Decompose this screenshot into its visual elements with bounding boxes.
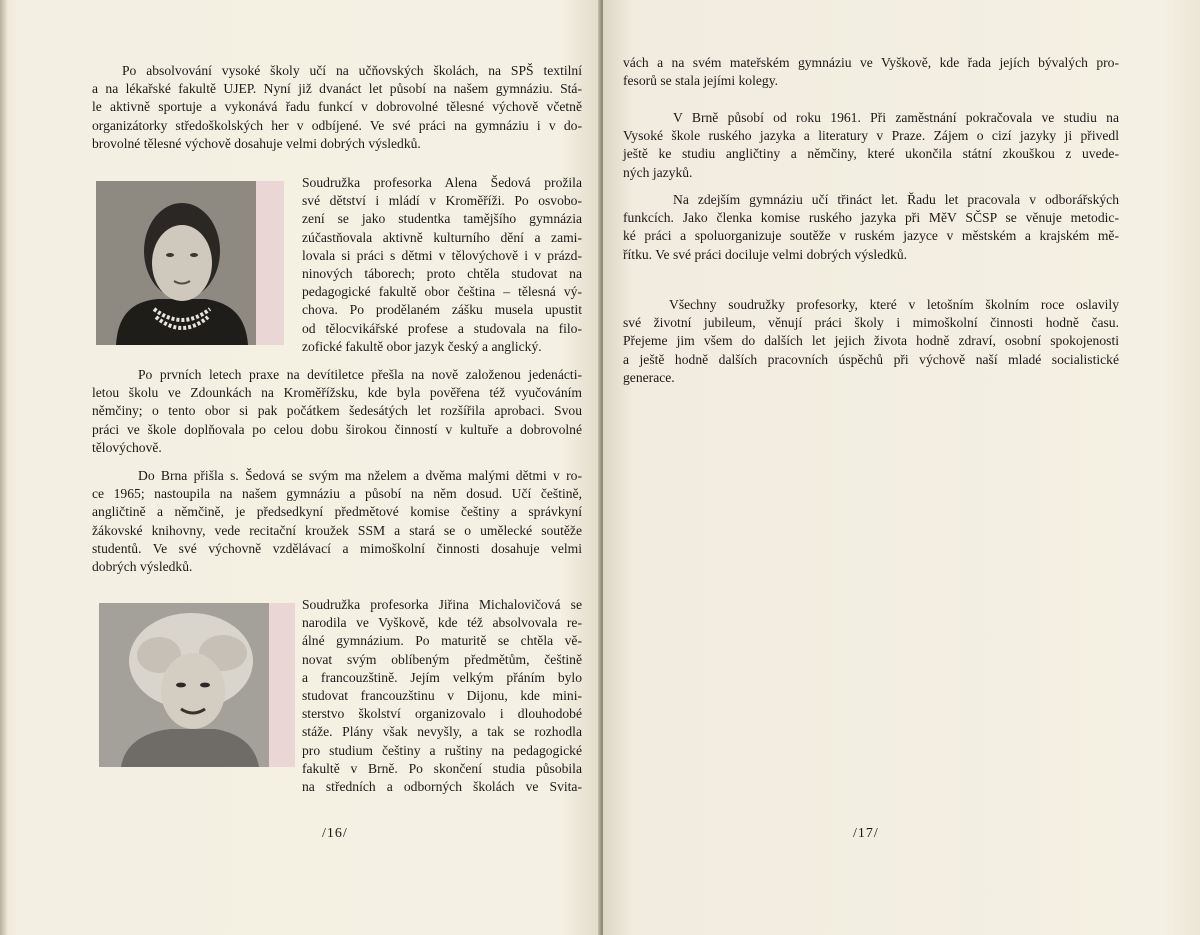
text-line: a na lékařské fakultě UJEP. Nyní již dvanáct let působí na našem gymnáziu. Stá- (92, 81, 582, 97)
text-line: chova. Po prodělaném zášku musela upustit (302, 302, 582, 318)
text-line: ještě ke studiu angličtiny a němčiny, které ukončila státní zkouškou z uvede- (623, 146, 1119, 162)
text-line: organizátorky středoškolských her v odbíjené. Ve své práci na gymnáziu i v do- (92, 117, 582, 133)
page-number: /17/ (853, 826, 879, 841)
text-line: své dětství i mládí v Kroměříži. Po osvobo- (302, 193, 582, 209)
paragraph-gymnasium-work (623, 191, 1119, 264)
text-line: němčiny; o tento obor si pak počátkem šedesátých let rozšířila aprobaci. Svou (92, 403, 582, 419)
text-line: le aktivně sportuje a vykonává řadu funkcí v dobrovolné tělesné výchově včetně (92, 99, 582, 115)
text-line: generace. (623, 369, 675, 385)
text-line: pedagogické fakultě obor čeština – tělesná vý- (302, 284, 582, 300)
text-line: a ještě hodně dalších pracovních úspěchů při výchově naší mladé socialistické (623, 351, 1119, 367)
text-line: brovolné tělesné výchově dosahuje velmi dobrých výsledků. (92, 135, 421, 151)
text-line: od tělocvikářské profese a studovala na filo- (302, 320, 582, 336)
text-line: vách a na svém mateřském gymnáziu ve Vyškově, kde řada jejích bývalých pro- (623, 55, 1119, 70)
text-line: Přejeme jim všem do dalších let jejich života hodně zdraví, osobní spokojenosti (623, 333, 1119, 349)
text-line: Po prvních letech praxe na devítiletce přešla na nově založenou jedenácti- (138, 367, 582, 382)
text-line: zúčastňovala aktivně kulturního dění a zami- (302, 229, 582, 245)
text-line: pro studium češtiny a ruštiny na pedagogické (302, 742, 582, 758)
text-line: angličtině a němčině, je předsedkyní předmětové komise češtiny a správkyní (92, 504, 582, 520)
text-line: Do Brna přišla s. Šedová se svým ma nželem a dvěma malými dětmi v ro- (138, 468, 582, 483)
text-line: tělovýchově. (92, 439, 162, 455)
text-line: zení se jako studentka tamějšího gymnázia (302, 211, 582, 227)
portrait-photo-michalovicova (99, 603, 295, 767)
text-line: Soudružka profesorka Alena Šedová prožila (302, 175, 582, 190)
paragraph-sedova-brno (92, 467, 582, 576)
text-line: Vysoké škole ruského jazyka a literatury v Praze. Zájem o cizí jazyky ji přivedl (623, 128, 1119, 144)
text-line: fesorů se stala jejími kolegy. (623, 73, 779, 89)
text-line: funkcích. Jako členka komise ruského jazyka při MěV SČSP se věnuje metodic- (623, 210, 1119, 226)
text-line: ninových táborech; proto chtěla studovat na (302, 266, 582, 282)
text-line: Po absolvování vysoké školy učí na učňovských školách, na SPŠ textilní (122, 63, 582, 78)
text-line: své životní jubileum, věnují práci školy i mimoškolní činnosti hodně času. (623, 315, 1119, 331)
paragraph-intro (92, 62, 582, 153)
text-line: lovala si práci s dětmi v tělovýchově i v prázd- (302, 247, 582, 263)
text-line: žákovské knihovny, vede recitační kroužek SSM a stará se o umělecké soutěže (92, 522, 582, 538)
text-line: Všechny soudružky profesorky, které v letošním školním roce oslavily (669, 297, 1119, 312)
text-line: a francouzštině. Jejím velkým přáním bylo (302, 669, 582, 685)
bio-sedova (302, 174, 582, 356)
text-line: novat svým oblíbeným předmětům, češtině (302, 651, 582, 667)
text-line: ce 1965; nastoupila na našem gymnáziu a působí na něm dosud. Učí češtině, (92, 486, 582, 502)
paragraph-sedova-career (92, 366, 582, 457)
paragraph-brno-studies (623, 109, 1119, 182)
text-line: fakultě v Brně. Po skončení studia působila (302, 760, 582, 776)
text-line: zofické fakultě obor jazyk český a anglický. (302, 338, 542, 354)
text-line: Soudružka profesorka Jiřina Michalovičová se (302, 597, 582, 612)
paragraph-closing-wishes (623, 296, 1119, 387)
text-line: stáže. Plány však nevyšly, a tak se rozhodla (302, 724, 582, 740)
text-line: studentů. Ve své výchovně vzdělávací a mimoškolní činnosti dosahuje velmi (92, 540, 582, 556)
text-line: narodila ve Vyškově, kde též absolvovala re- (302, 615, 582, 631)
text-line: sterstvo školství organizovalo i dlouhodobé (302, 706, 582, 722)
portrait-photo-sedova (96, 181, 284, 345)
text-line: řítku. Ve své práci dociluje velmi dobrých výsledků. (623, 246, 908, 262)
text-line: na středních a odborných školách ve Svita- (302, 779, 582, 795)
page-number: /16/ (322, 826, 348, 841)
text-line: dobrých výsledků. (92, 559, 193, 575)
text-line: ných jazyků. (623, 164, 693, 180)
page-edge (0, 0, 8, 935)
text-line: Na zdejším gymnáziu učí třináct let. Řadu let pracovala v odborářských (673, 192, 1119, 207)
text-line: ké práci a spoluorganizuje soutěže v ruském jazyce v městském a krajském mě- (623, 228, 1119, 244)
paragraph-continuation (623, 54, 1119, 90)
text-line: V Brně působí od roku 1961. Při zaměstnání pokračovala ve studiu na (673, 110, 1119, 125)
right-page (603, 0, 1200, 935)
text-line: studovat francouzštinu v Dijonu, kde mini- (302, 688, 582, 704)
text-line: álné gymnázium. Po maturitě se chtěla vě- (302, 633, 582, 649)
text-line: letou školu ve Zdounkách na Kroměřížsku, kde byla pověřena též vyučováním (92, 385, 582, 401)
text-line: práci ve škole doplňovala po celou dobu širokou činností v kultuře a dobrovolné (92, 421, 582, 437)
bio-michalovicova (302, 596, 582, 796)
